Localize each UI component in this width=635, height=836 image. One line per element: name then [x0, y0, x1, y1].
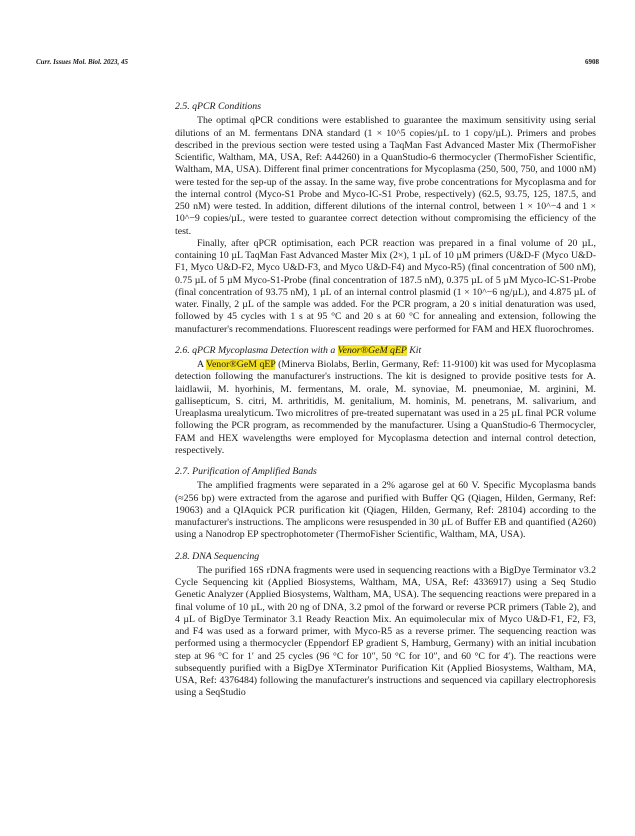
- section-heading: [175, 345, 596, 357]
- paragraph: The optimal qPCR conditions were established to guarantee the maximum sensitivity using serial dilutions of an M. fermentans DNA standard (1 × 10^5 copies/µL to 1 copy/µL). Primers and probes described in the previous section were tested using a TaqMan Fast Advanced Master Mix (ThermoFisher Scientific, Waltham, MA, USA, Ref: A44260) in a QuanStudio-6 thermocycler (ThermoFisher Scientific, Waltham, MA, USA). Different final primer concentrations for Mycoplasma (250, 500, 750, and 1000 nM) were tested for the sep-up of the assay. In the same way, five probe concentrations for Mycoplasma and for the internal control (Myco-S1 Probe and Myco-IC-S1 Probe, respectively) (62.5, 93.75, 125, 187.5, and 250 nM) were tested. In addition, different dilutions of the internal control, between 1 × 10^−4 and 1 × 10^−9 copies/µL, were tested to guarantee correct detection without compromising the efficiency of the test.: [175, 115, 596, 237]
- paragraph: The amplified fragments were separated in a 2% agarose gel at 60 V. Specific Mycoplasma bands (≈256 bp) were extracted from the agarose and purified with Buffer QG (Qiagen, Hilden, Germany, Ref: 19063) and a QIAquick PCR purification kit (Qiagen, Hilden, Germany, Ref: 28104) according to the manufacturer's instructions. The amplicons were resuspended in 30 µL of Buffer EB and quantified (A260) using a Nanodrop EP spectrophotometer (ThermoFisher Scientific, Waltham, MA, USA).: [175, 480, 596, 541]
- section-heading: 2.5. qPCR Conditions: [175, 101, 262, 112]
- paragraph: Finally, after qPCR optimisation, each PCR reaction was prepared in a final volume of 20 µL, containing 10 µL TaqMan Fast Advanced Master Mix (2×), 1 µL of 10 µM primers (U&D-F (Myco U&D-F1, Myco U&D-F2, Myco U&D-F3, and Myco U&D-F4) and Myco-R5) (final concentration of 500 nM), 0.75 µL of 5 µM Myco-S1-Probe (final concentration of 187.5 nM), 0.375 µL of 5 µM Myco-IC-S1-Probe (final concentration of 93.75 nM), 1 µL of an internal control plasmid (1 × 10^−6 ng/µL), and 4.875 µL of water. Finally, 2 µL of the sample was added. For the PCR program, a 20 s initial denaturation was used, followed by 45 cycles with 1 s at 95 °C and 20 s at 60 °C for annealing and extension, following the manufacturer's recommendations. Fluorescent readings were performed for FAM and HEX fluorochromes.: [175, 237, 596, 335]
- section-heading: 2.8. DNA Sequencing: [175, 550, 260, 562]
- page-number: 6908: [585, 58, 599, 66]
- section-2-7: [175, 466, 596, 542]
- article-body: [175, 101, 596, 709]
- section-2-6: [175, 345, 596, 457]
- highlighted-kit-name: Venor®GeM qEP: [205, 359, 276, 370]
- heading-text: Kit: [406, 344, 422, 356]
- paragraph-text: (Minerva Biolabs, Berlin, Germany, Ref: 11-9100) kit was used for Mycoplasma detection following the manufacturer's instructions. The kit is designed to provide positive tests for A. laidlawii, M. hyorhinis, M. fermentans, M. orale, M. synoviae, M. pneumoniae, M. arginini, M. gallisepticum, S. citri, M. arthritidis, M. genitalium, M. hominis, M. penetrans, M. salivarium, and Ureaplasma urealyticum. Two microlitres of pre-treated supernatant was used in a 25 µL final PCR volume following the PCR program, as recommended by the manufacturer. Using a QuanStudio-6 Thermocycler, FAM and HEX wavelengths were employed for Mycoplasma detection and internal control detection, respectively.: [175, 359, 596, 456]
- page-header: [36, 58, 599, 66]
- highlighted-kit-name: Venor®GeM qEP: [337, 344, 407, 356]
- paragraph: The purified 16S rDNA fragments were used in sequencing reactions with a BigDye Terminator v3.2 Cycle Sequencing kit (Applied Biosystems, Waltham, MA, USA, Ref: 4336917) using a Seq Studio Genetic Analyzer (Applied Biosystems, Waltham, MA, USA). The sequencing reactions were prepared in a final volume of 10 µL, with 20 ng of DNA, 3.2 pmol of the forward or reverse PCR primers (Table 2), and 4 µL of BigDye Terminator 3.1 Ready Reaction Mix. An equimolecular mix of Myco U&D-F1, F2, F3, and F4 was used as a forward primer, with Myco-R5 as a reverse primer. The sequencing reaction was performed using a thermocycler (Eppendorf EP gradient S, Hamburg, Germany) with an initial incubation step at 96 °C for 1′ and 25 cycles (96 °C for 10″, 50 °C for 10″, and 60 °C for 4′). The reactions were subsequently purified with a BigDye XTerminator Purification Kit (Applied Biosystems, Waltham, MA, USA, Ref: 4376484) following the manufacturer's instructions and sequenced via capillary electrophoresis using a SeqStudio: [175, 564, 596, 699]
- journal-citation: Curr. Issues Mol. Biol. 2023, 45: [36, 58, 128, 66]
- section-2-8: [175, 551, 596, 700]
- paragraph-text: A: [197, 359, 206, 370]
- paragraph: [175, 359, 596, 457]
- section-2-5: [175, 101, 596, 336]
- heading-text: 2.6. qPCR Mycoplasma Detection with a: [175, 344, 338, 356]
- section-heading: 2.7. Purification of Amplified Bands: [175, 466, 317, 477]
